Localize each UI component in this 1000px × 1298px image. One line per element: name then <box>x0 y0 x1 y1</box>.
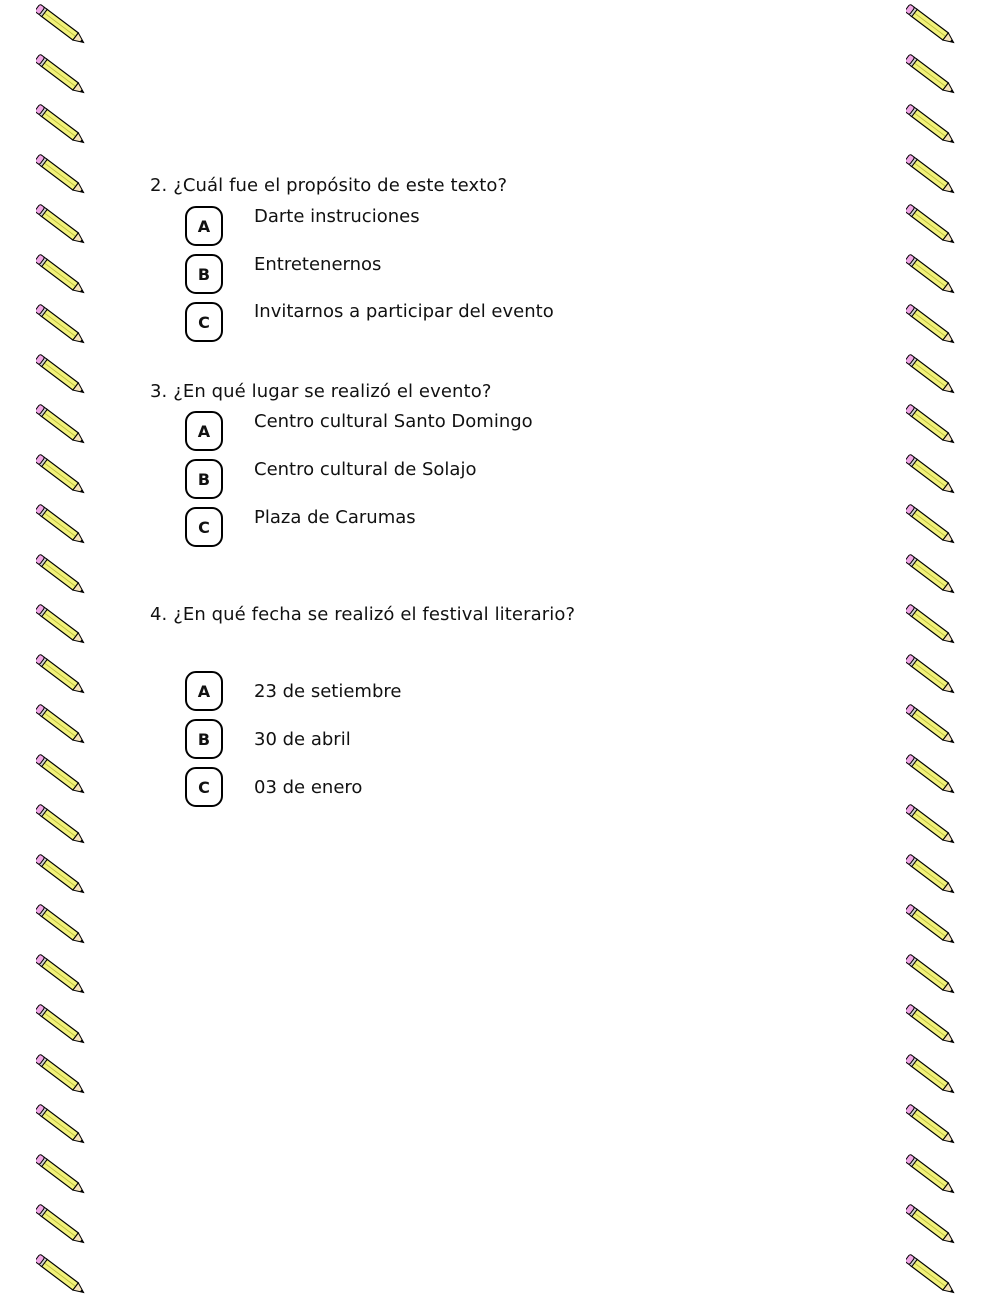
pencil-icon <box>36 598 92 648</box>
pencil-icon <box>36 248 92 298</box>
pencil-icon <box>36 948 92 998</box>
pencil-icon <box>906 648 962 698</box>
left-pencil-border <box>36 0 92 1291</box>
option-letter-box[interactable]: A <box>185 206 223 246</box>
option-letter-box[interactable]: B <box>185 254 223 294</box>
pencil-icon <box>36 1148 92 1198</box>
pencil-icon <box>906 498 962 548</box>
pencil-icon <box>906 298 962 348</box>
option-letter-box[interactable]: B <box>185 719 223 759</box>
pencil-icon <box>36 848 92 898</box>
pencil-icon <box>906 448 962 498</box>
pencil-icon <box>36 398 92 448</box>
pencil-icon <box>906 548 962 598</box>
pencil-icon <box>36 48 92 98</box>
question-4-text: 4. ¿En qué fecha se realizó el festival literario? <box>150 604 576 625</box>
question-3-text: 3. ¿En qué lugar se realizó el evento? <box>150 381 492 402</box>
option-letter-box[interactable]: C <box>185 767 223 807</box>
pencil-icon <box>906 348 962 398</box>
pencil-icon <box>906 798 962 848</box>
pencil-icon <box>36 698 92 748</box>
pencil-icon <box>906 1048 962 1098</box>
pencil-icon <box>36 1048 92 1098</box>
pencil-icon <box>906 698 962 748</box>
pencil-icon <box>906 0 962 48</box>
pencil-icon <box>36 648 92 698</box>
pencil-icon <box>906 898 962 948</box>
right-pencil-border <box>906 0 962 1291</box>
pencil-icon <box>36 998 92 1048</box>
option-text: 30 de abril <box>254 729 351 750</box>
pencil-icon <box>36 498 92 548</box>
pencil-icon <box>36 298 92 348</box>
option-text: 23 de setiembre <box>254 681 402 702</box>
pencil-icon <box>906 98 962 148</box>
question-2-text: 2. ¿Cuál fue el propósito de este texto? <box>150 175 508 196</box>
option-letter-box[interactable]: A <box>185 671 223 711</box>
pencil-icon <box>906 1148 962 1198</box>
pencil-icon <box>36 448 92 498</box>
pencil-icon <box>906 1098 962 1148</box>
option-text: Entretenernos <box>254 254 382 275</box>
pencil-icon <box>36 148 92 198</box>
pencil-icon <box>906 148 962 198</box>
pencil-icon <box>36 0 92 48</box>
pencil-icon <box>906 198 962 248</box>
pencil-icon <box>906 48 962 98</box>
pencil-icon <box>36 748 92 798</box>
pencil-icon <box>906 1198 962 1248</box>
pencil-icon <box>906 748 962 798</box>
pencil-icon <box>36 98 92 148</box>
pencil-icon <box>906 398 962 448</box>
option-letter-box[interactable]: C <box>185 507 223 547</box>
pencil-icon <box>36 548 92 598</box>
pencil-icon <box>906 848 962 898</box>
option-text: Darte instruciones <box>254 206 420 227</box>
pencil-icon <box>36 798 92 848</box>
pencil-icon <box>36 1198 92 1248</box>
pencil-icon <box>36 348 92 398</box>
pencil-icon <box>906 598 962 648</box>
option-text: Invitarnos a participar del evento <box>254 301 554 322</box>
pencil-icon <box>36 198 92 248</box>
option-text: Centro cultural de Solajo <box>254 459 477 480</box>
option-text: Plaza de Carumas <box>254 507 416 528</box>
option-letter-box[interactable]: A <box>185 411 223 451</box>
pencil-icon <box>906 998 962 1048</box>
pencil-icon <box>906 948 962 998</box>
pencil-icon <box>36 898 92 948</box>
option-text: Centro cultural Santo Domingo <box>254 411 533 432</box>
option-letter-box[interactable]: C <box>185 302 223 342</box>
pencil-icon <box>906 248 962 298</box>
pencil-icon <box>36 1098 92 1148</box>
option-text: 03 de enero <box>254 777 363 798</box>
option-letter-box[interactable]: B <box>185 459 223 499</box>
